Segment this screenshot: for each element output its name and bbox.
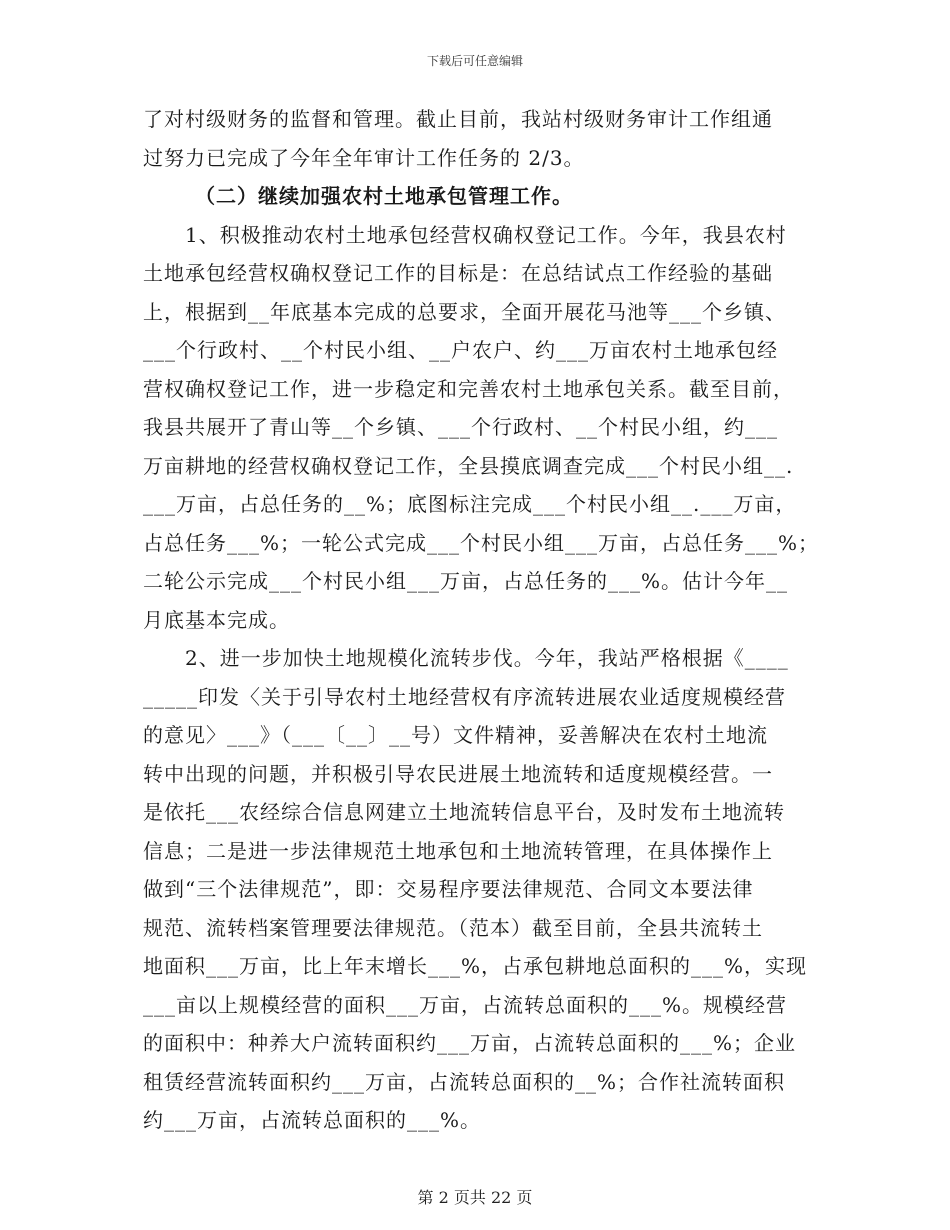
text-line: 土地承包经营权确权登记工作的目标是：在总结试点工作经验的基础 (143, 261, 773, 285)
document-body (143, 100, 820, 1140)
text-line: 做到“三个法律规范”，即：交易程序要法律规范、合同文本要法律 (143, 877, 754, 901)
text-line: ___个行政村、__个村民小组、__户农户、约___万亩农村土地承包经 (143, 338, 778, 362)
text-line: ___万亩，占总任务的__%；底图标注完成___个村民小组__.___万亩， (143, 492, 797, 516)
page-header: 下载后可任意编辑 (426, 54, 523, 68)
text-line: 地面积___万亩，比上年末增长___%，占承包耕地总面积的___%，实现 (143, 954, 808, 978)
text-line: 1、积极推动农村土地承包经营权确权登记工作。今年，我县农村 (143, 222, 787, 247)
text-line: 转中出现的问题，并积极引导农民进展土地流转和适度规模经营。一 (143, 761, 773, 786)
text-line: 月底基本完成。 (143, 607, 290, 632)
text-line: 是依托___农经综合信息网建立土地流转信息平台，及时发布土地流转 (143, 800, 785, 824)
page-number: 第 2 页共 22 页 (417, 1188, 533, 1207)
text-line: 上，根据到__年底基本完成的总要求，全面开展花马池等___个乡镇、 (143, 299, 786, 324)
text-line: 二轮公示完成___个村民小组___万亩，占总任务的___%。估计今年__ (143, 569, 789, 593)
text-line: 万亩耕地的经营权确权登记工作，全县摸底调查完成___个村民小组__. (143, 453, 794, 478)
text-line: 的面积中：种养大户流转面积约___万亩，占流转总面积的___%；企业 (143, 1031, 797, 1055)
text-line: 占总任务___%；一轮公式完成___个村民小组___万亩，占总任务___%； (143, 530, 820, 555)
text-line: 租赁经营流转面积约___万亩，占流转总面积的__%；合作社流转面积 (143, 1069, 786, 1094)
section-heading: （二）继续加强农村土地承包管理工作。 (195, 184, 573, 208)
paragraph-land-transfer (143, 639, 808, 1140)
text-line: 2、进一步加快土地规模化流转步伐。今年，我站严格根据《____ (143, 646, 789, 670)
text-line: 规范、流转档案管理要法律规范。（范本）截至目前，全县共流转土 (143, 915, 763, 940)
paragraph-audit (143, 100, 808, 177)
text-line: 过努力已完成了今年全年审计工作任务的 2/3。 (143, 145, 585, 170)
text-line: _____印发〈关于引导农村土地经营权有序流转进展农业适度规模经营 (143, 684, 786, 709)
text-line: 我县共展开了青山等__个乡镇、___个行政村、__个村民小组，约___ (143, 415, 778, 439)
text-line: 营权确权登记工作，进一步稳定和完善农村土地承包关系。截至目前， (143, 376, 794, 401)
text-line: ___亩以上规模经营的面积___万亩，占流转总面积的___%。规模经营 (143, 992, 788, 1017)
text-line: 约___万亩，占流转总面积的___%。 (143, 1108, 482, 1132)
text-line: 了对村级财务的监督和管理。截止目前，我站村级财务审计工作组通 (143, 107, 773, 131)
text-line: 信息；二是进一步法律规范土地承包和土地流转管理，在具体操作上 (143, 838, 773, 863)
text-line: 的意见〉___》（___〔__〕__号）文件精神，妥善解决在农村土地流 (143, 723, 768, 747)
paragraph-land-rights (143, 216, 820, 640)
